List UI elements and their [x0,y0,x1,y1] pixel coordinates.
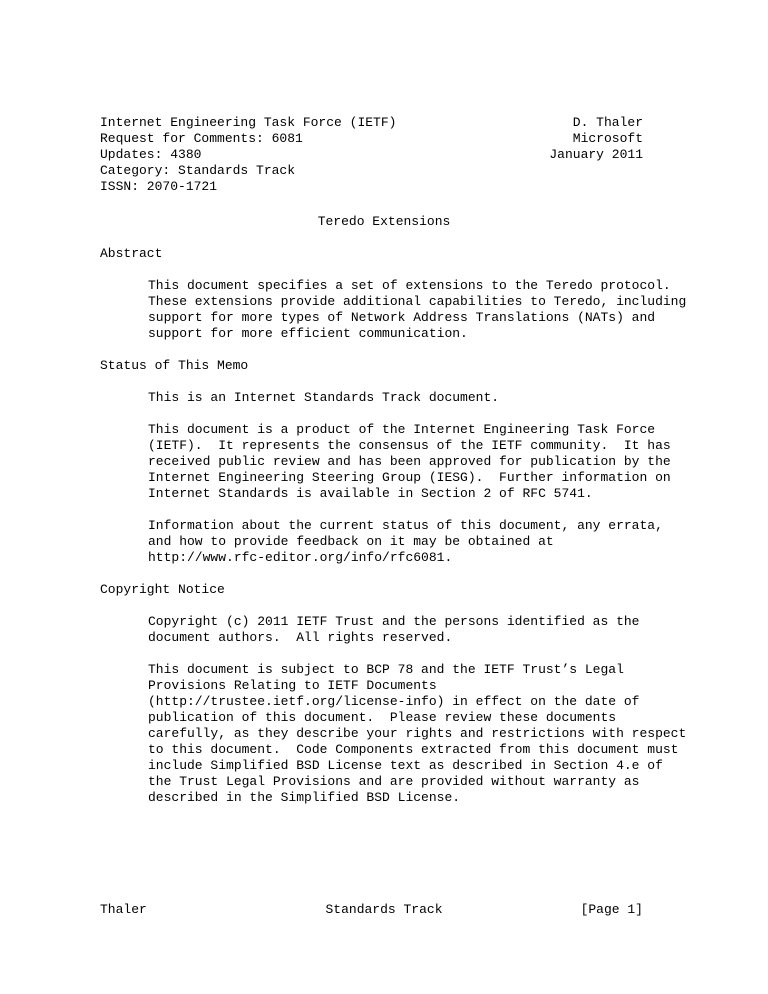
header-author: D. Thaler [572,115,643,130]
header-affiliation: Microsoft [572,131,643,146]
copyright-heading: Copyright Notice [100,582,225,597]
status-line: Internet Standards is available in Section 2 of RFC 5741. [148,486,593,501]
copyright-line: (http://trustee.ietf.org/license-info) in effect on the date of [148,694,640,709]
copyright-line: document authors. All rights reserved. [148,630,453,645]
header-date: January 2011 [549,147,643,162]
status-line: This document is a product of the Internet Engineering Task Force [148,422,656,437]
abstract-line: These extensions provide additional capabilities to Teredo, including [148,294,687,309]
abstract-line: This document specifies a set of extensions to the Teredo protocol. [148,278,671,293]
header-category: Category: Standards Track [100,163,296,178]
status-line: (IETF). It represents the consensus of the IETF community. It has [148,438,671,453]
status-url-line: http://www.rfc-editor.org/info/rfc6081. [148,550,453,565]
abstract-heading: Abstract [100,246,163,261]
footer-category: Standards Track [325,902,443,917]
status-line: and how to provide feedback on it may be obtained at [148,534,554,549]
status-heading: Status of This Memo [100,358,249,373]
header-organization: Internet Engineering Task Force (IETF) [100,115,397,130]
document-title: Teredo Extensions [317,214,451,229]
header-issn: ISSN: 2070-1721 [100,179,218,194]
footer-author: Thaler [100,902,147,917]
copyright-line: This document is subject to BCP 78 and the IETF Trust’s Legal [148,662,624,677]
status-line: Internet Engineering Steering Group (IESG). Further information on [148,470,671,485]
copyright-line: include Simplified BSD License text as described in Section 4.e of [148,758,663,773]
copyright-line: described in the Simplified BSD License. [148,790,461,805]
copyright-line: Copyright (c) 2011 IETF Trust and the persons identified as the [148,614,640,629]
header-rfc-number: Request for Comments: 6081 [100,131,303,146]
abstract-line: support for more types of Network Address Translations (NATs) and [148,310,656,325]
status-line: Information about the current status of this document, any errata, [148,518,663,533]
copyright-line: to this document. Code Components extracted from this document must [148,742,679,757]
status-line: This is an Internet Standards Track document. [148,390,500,405]
abstract-line: support for more efficient communication. [148,326,468,341]
status-line: received public review and has been approved for publication by the [148,454,671,469]
footer-page-number: [Page 1] [580,902,643,917]
copyright-line: the Trust Legal Provisions and are provided without warranty as [148,774,640,789]
copyright-line: Provisions Relating to IETF Documents [148,678,437,693]
copyright-line: carefully, as they describe your rights and restrictions with respect [148,726,687,741]
copyright-line: publication of this document. Please review these documents [148,710,617,725]
header-updates: Updates: 4380 [100,147,202,162]
